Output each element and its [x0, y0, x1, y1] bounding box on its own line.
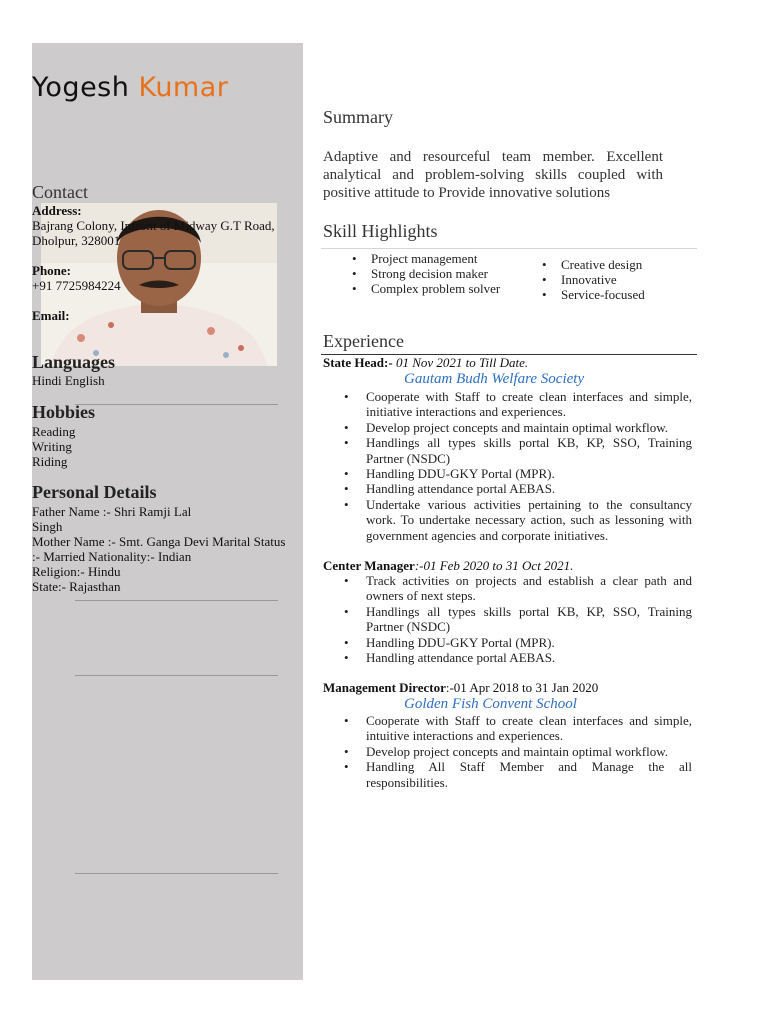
address-label: Address:	[32, 203, 82, 218]
duty-item: • Handlings all types skills portal KB, KP, SSO, Training Partner (NSDC)	[344, 604, 692, 635]
address-line-1: Bajrang Colony, Infront of Midway G.T Road,	[32, 218, 275, 233]
phone-value: +91 7725984224	[32, 278, 121, 293]
duty-item: • Handling attendance portal AEBAS.	[344, 650, 692, 665]
job-title: State Head:-	[323, 355, 393, 370]
duty-item: • Track activities on projects and establish a clear path and owners of next steps.	[344, 573, 692, 604]
languages-text: Hindi English	[32, 373, 105, 388]
duty-item: • Handling attendance portal AEBAS.	[344, 481, 692, 496]
skill-item: • Service-focused	[538, 287, 688, 302]
job-title: Management Director	[323, 680, 446, 695]
divider	[75, 404, 278, 405]
organization-name: Gautam Budh Welfare Society	[404, 371, 585, 387]
job-dates: 01 Nov 2021 to Till Date.	[392, 355, 529, 370]
last-name: Kumar	[138, 72, 229, 103]
divider	[75, 873, 278, 874]
first-name: Yogesh	[32, 72, 130, 103]
experience-heading: Experience	[323, 331, 404, 351]
job-duties	[344, 573, 692, 665]
skill-item: • Strong decision maker	[348, 266, 508, 281]
hobbies-heading: Hobbies	[32, 402, 96, 422]
job-duties	[344, 389, 692, 543]
summary-heading: Summary	[323, 107, 393, 127]
job-title: Center Manager	[323, 558, 415, 573]
divider	[75, 600, 278, 601]
duty-item: • Undertake various activities pertaining to the consultancy work. To undertake necessary action, such as lessoning with government agencies and corporate initiatives.	[344, 497, 692, 543]
skill-item: • Creative design	[538, 257, 688, 272]
personal-line: :- Married Nationality:- Indian	[32, 549, 192, 564]
personal-details-text	[32, 504, 285, 594]
duty-item: • Cooperate with Staff to create clean interfaces and simple, intuitive interactions and experiences.	[344, 713, 692, 744]
personal-line: Father Name :- Shri Ramji Lal	[32, 504, 192, 519]
job-title-state-head	[323, 355, 528, 371]
duty-item: • Handling All Staff Member and Manage the all responsibilities.	[344, 759, 692, 790]
personal-line: Mother Name :- Smt. Ganga Devi Marital Status	[32, 534, 286, 549]
skill-item: • Project management	[348, 251, 508, 266]
skill-item: • Complex problem solver	[348, 281, 508, 296]
job-title-management-director	[323, 680, 598, 696]
job-dates: :-01 Apr 2018 to 31 Jan 2020	[445, 680, 599, 695]
hobby-item: Reading	[32, 424, 76, 439]
skills-divider	[321, 248, 697, 249]
candidate-name	[32, 72, 228, 103]
summary-text: Adaptive and resourceful team member. Excellent analytical and problem-solving skills coupled with positive attitude to Provide innovative solutions	[323, 149, 663, 201]
job-dates: :-01 Feb 2020 to 31 Oct 2021.	[414, 558, 574, 573]
skills-heading: Skill Highlights	[323, 221, 438, 241]
hobby-item: Riding	[32, 454, 68, 469]
personal-line: State:- Rajasthan	[32, 579, 121, 594]
skill-item: • Innovative	[538, 272, 688, 287]
email-label: Email:	[32, 308, 70, 323]
personal-line: Singh	[32, 519, 63, 534]
email-block	[32, 308, 70, 323]
duty-item: • Develop project concepts and maintain optimal workflow.	[344, 420, 692, 435]
duty-item: • Develop project concepts and maintain optimal workflow.	[344, 744, 692, 759]
duty-item: • Handling DDU-GKY Portal (MPR).	[344, 635, 692, 650]
personal-line: Religion:- Hindu	[32, 564, 121, 579]
divider	[75, 675, 278, 676]
duty-item: • Cooperate with Staff to create clean interfaces and simple, initiative interactions and experiences.	[344, 389, 692, 420]
skills-left-list	[348, 251, 508, 296]
job-title-center-manager	[323, 558, 573, 574]
hobby-item: Writing	[32, 439, 72, 454]
job-duties	[344, 713, 692, 790]
duty-item: • Handling DDU-GKY Portal (MPR).	[344, 466, 692, 481]
skills-right-list	[538, 257, 688, 302]
contact-heading: Contact	[32, 182, 88, 202]
address-line-2: Dholpur, 328001	[32, 233, 121, 248]
phone-label: Phone:	[32, 263, 71, 278]
languages-heading: Languages	[32, 352, 116, 372]
address-block	[32, 203, 275, 248]
hobbies-list	[32, 424, 75, 469]
phone-block	[32, 263, 121, 293]
duty-item: • Handlings all types skills portal KB, KP, SSO, Training Partner (NSDC)	[344, 435, 692, 466]
organization-name: Golden Fish Convent School	[404, 696, 577, 712]
personal-details-heading: Personal Details	[32, 482, 157, 502]
